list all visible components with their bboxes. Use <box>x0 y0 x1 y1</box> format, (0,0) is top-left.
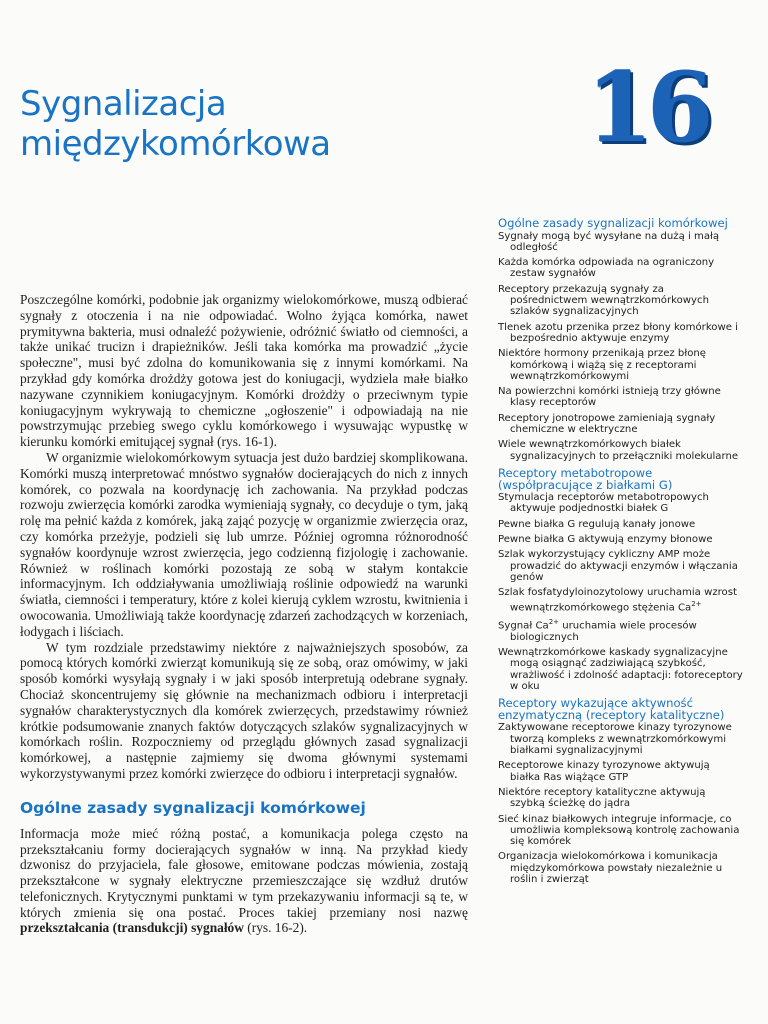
sidebar-item: Szlak fosfatydyloinozytolowy uruchamia wzrost wewnątrzkomórkowego stężenia $Ca^{2+}$ <box>498 587 737 613</box>
sidebar-item: Wiele wewnątrzkomórkowych białek sygnalizacyjnych to przełączniki molekularne <box>498 439 739 462</box>
sidebar-item: Pewne białka G regulują kanały jonowe <box>498 518 696 530</box>
sidebar-heading: Receptory metabotropowe (współpracujące z białkami G) <box>498 465 673 492</box>
key-term: przekształcania (transdukcji) sygnałów <box>20 920 244 936</box>
sidebar-list <box>498 492 743 692</box>
paragraph: Poszczególne komórki, podobnie jak organizmy wielokomórkowe, muszą odbierać sygnały z otoczenia i na nie odpowiadać. Wolno żyjąca komórka, nawet prymitywna bakteria, musi odnaleźć pożywienie, odróżnić światło od ciemności, a także unikać trucizn i drapieżników. Jeśli taka komórka ma prowadzić „życie społeczne", musi być zdolna do komunikowania się z innymi komórkami. Na przykład gdy komórka drożdży gotowa jest do koniugacji, wydziela małe białko nazywane czynnikiem koniugacyjnym. Komórki drożdży o przeciwnym typie koniugacyjnym wykrywają to chemiczne „ogłoszenie" i odpowiadają na nie powstrzymując przebieg swego cyklu komórkowego i wysuwając wypustkę w kierunku komórki emitującej sygnał (rys. 16-1). <box>20 292 468 450</box>
paragraph-text: Informacja może mieć różną postać, a komunikacja polega często na przekształcaniu formy docierających sygnałów w inną. Na przykład kiedy dzwonisz do przyjaciela, fale głosowe, emitowane podczas mówienia, zostają przekształcone w sygnały elektryczne przemieszczające się wzdłuż drutów telefonicznych. Krytycznymi punktami w tym przekazywaniu informacji są te, w których zmienia się ona postać. Proces takiej przemiany nosi nazwę <box>20 825 468 920</box>
sidebar-item: Niektóre receptory katalityczne aktywują szybką ścieżkę do jądra <box>498 786 706 810</box>
sidebar-item: Stymulacja receptorów metabotropowych aktywuje podjednostki białek G <box>498 492 709 515</box>
paragraph: W organizmie wielokomórkowym sytuacja jest dużo bardziej skomplikowana. Komórki muszą interpretować mnóstwo sygnałów docierających do nich z innych komórek, co pozwala na koordynację ich zachowania. Na przykład podczas rozwoju zwierzęcia komórki zarodka wymieniają sygnały, co decyduje o tym, jaką rolę ma pełnić każda z komórek, jaką zająć pozycję w organizmie zwierzęcia oraz, czy komórka przeżyje, podzieli się lub umrze. Później ogromna różnorodność sygnałów koordynuje wzrost zwierzęcia, jego codzienną fizjologię i zachowanie. Również w roślinach komórki pozostają ze sobą w stałym kontakcie informacyjnym. Ich oddziaływania umożliwiają roślinie odpowiedź na warunki światła, ciemności i temperatury, które z kolei kierują cyklem wzrostu, kwitnienia i owocowania. Umożliwiają także koordynację zdarzeń zachodzących w korzeniach, łodygach i liściach. <box>20 449 468 639</box>
sidebar-item: Szlak wykorzystujący cykliczny AMP może prowadzić do aktywacji enzymów i włączania genów <box>498 549 738 583</box>
sidebar-item: Niektóre hormony przenikają przez błonę komórkową i wiążą się z receptorami wewnątrzkomórkowymi <box>498 348 706 382</box>
sidebar-list <box>498 231 743 462</box>
section-heading: Ogólne zasady sygnalizacji komórkowej <box>20 798 366 817</box>
paragraph-text: (rys. 16-2). <box>243 920 308 936</box>
sidebar-list <box>498 722 743 885</box>
sidebar-item: Każda komórka odpowiada na ograniczony zestaw sygnałów <box>498 257 715 280</box>
sidebar-item: Sygnały mogą być wysyłane na dużą i małą odległość <box>498 230 720 253</box>
sidebar-item: Na powierzchni komórki istnieją trzy główne klasy receptorów <box>498 386 721 409</box>
sidebar-contents <box>498 218 743 891</box>
sidebar-item: Tlenek azotu przenika przez błony komórkowe i bezpośrednio aktywuje enzymy <box>498 321 738 344</box>
main-body-text <box>20 292 468 936</box>
chapter-title <box>20 84 331 164</box>
sidebar-item: Organizacja wielokomórkowa i komunikacja międzykomórkowa powstały niezależnie u roślin i zwierząt <box>498 851 723 886</box>
paragraph <box>20 826 468 937</box>
paragraph: W tym rozdziale przedstawimy niektóre z najważniejszych sposobów, za pomocą których komórki zwierząt komunikują się ze sobą, oraz omówimy, w jaki sposób komórki wysyłają sygnały i w jaki sposób interpretują odebrane sygnały. Chociaż skoncentrujemy się głównie na mechanizmach odbioru i interpretacji sygnałów charakterystycznych dla komórek zwierzęcych, przedstawimy również krótkie podsumowanie znanych faktów dotyczących szlaków sygnalizacyjnych w komórkach roślin. Rozpoczniemy od przeglądu głównych zasad sygnalizacji komórkowej, a następnie zajmiemy się dwoma głównymi systemami wykorzystywanymi przez komórki zwierzęce do odbioru i interpretacji sygnałów. <box>20 639 468 781</box>
sidebar-item: Zaktywowane receptorowe kinazy tyrozynowe tworzą kompleks z wewnątrzkomórkowymi białkami sygnalizacyjnymi <box>498 722 732 757</box>
chapter-title-line2: międzykomórkowa <box>20 124 331 164</box>
chapter-number: 16 <box>586 51 708 164</box>
sidebar-item: Sygnał $Ca^{2+}$ uruchamia wiele procesów biologicznych <box>498 618 697 643</box>
sidebar-item: Receptorowe kinazy tyrozynowe aktywują białka Ras wiążące GTP <box>498 760 710 783</box>
sidebar-item: Receptory jonotropowe zamieniają sygnały chemiczne w elektryczne <box>498 412 716 436</box>
chapter-title-line1: Sygnalizacja <box>20 84 227 124</box>
sidebar-heading: Receptory wykazujące aktywność enzymatyczną (receptory katalityczne) <box>498 696 725 722</box>
sidebar-item: Receptory przekazują sygnały za pośrednictwem wewnątrzkomórkowych szlaków sygnalizacyjnych <box>498 283 709 318</box>
sidebar-item: Sieć kinaz białkowych integruje informacje, co umożliwia kompleksową kontrolę zachowania się komórek <box>498 813 740 848</box>
sidebar-heading: Ogólne zasady sygnalizacji komórkowej <box>498 216 728 230</box>
sidebar-item: Wewnątrzkomórkowe kaskady sygnalizacyjne mogą osiągnąć zadziwiającą szybkość, wrażliwość i zdolność adaptacji: fotoreceptory w oku <box>498 647 743 692</box>
sidebar-item: Pewne białka G aktywują enzymy błonowe <box>498 534 713 546</box>
